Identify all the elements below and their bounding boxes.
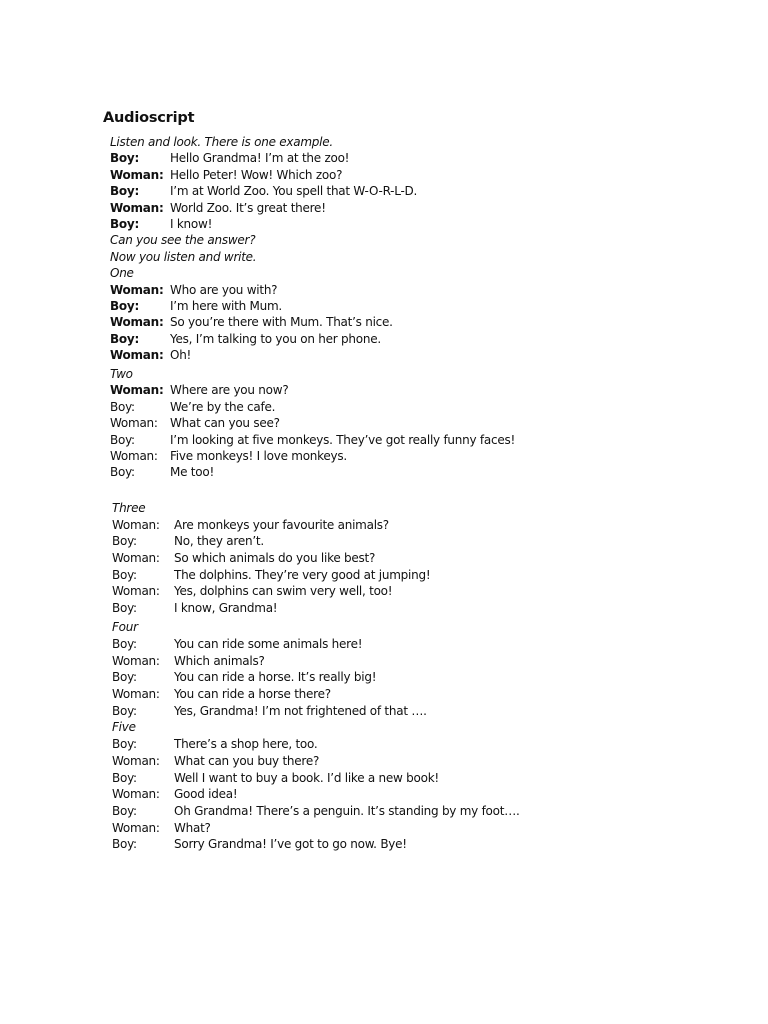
speaker-label: Woman:: [112, 517, 160, 532]
dialogue-line: [110, 464, 515, 480]
speaker-label: Boy:: [112, 670, 137, 685]
dialogue-line: [110, 282, 515, 298]
dialogue-text: I’m looking at five monkeys. They’ve got really funny faces!: [170, 432, 516, 447]
speaker-label: Woman:: [112, 753, 160, 768]
speaker-label: Boy:: [110, 432, 135, 447]
dialogue-line: [110, 331, 515, 347]
dialogue-text: Hello Peter! Wow! Which zoo?: [170, 167, 343, 182]
dialogue-text: What?: [174, 820, 211, 835]
dialogue-text: Five monkeys! I love monkeys.: [170, 448, 347, 463]
audioscript-part-one: [110, 134, 515, 481]
speaker-label: Woman:: [110, 416, 158, 431]
speaker-label: Boy:: [110, 216, 140, 231]
speaker-label: Boy:: [112, 601, 137, 616]
dialogue-line: [112, 836, 520, 853]
instruction-see-answer: Can you see the answer?: [110, 233, 256, 248]
dialogue-line: [110, 298, 515, 314]
speaker-label: Woman:: [110, 315, 164, 330]
dialogue-line: [112, 653, 520, 670]
dialogue-text: World Zoo. It’s great there!: [170, 200, 326, 215]
dialogue-line: [112, 786, 520, 803]
dialogue-line: [110, 216, 515, 232]
page-title: Audioscript: [103, 110, 195, 126]
dialogue-line: [110, 314, 515, 330]
audioscript-part-two: [112, 500, 520, 853]
dialogue-line: [110, 167, 515, 183]
speaker-label: Boy:: [110, 465, 135, 480]
section-heading-one: One: [110, 266, 134, 281]
speaker-label: Woman:: [112, 820, 160, 835]
speaker-label: Boy:: [112, 803, 137, 818]
dialogue-text: Me too!: [170, 465, 214, 480]
dialogue-text: What can you see?: [170, 416, 280, 431]
speaker-label: Woman:: [110, 282, 164, 297]
speaker-label: Boy:: [110, 184, 140, 199]
dialogue-text: Yes, dolphins can swim very well, too!: [174, 584, 393, 599]
dialogue-text: So which animals do you like best?: [174, 551, 376, 566]
section-heading-three: Three: [112, 501, 146, 515]
dialogue-line: [112, 669, 520, 686]
speaker-label: Woman:: [112, 787, 160, 802]
dialogue-line: [110, 448, 515, 464]
speaker-label: Boy:: [112, 703, 137, 718]
dialogue-text: I’m at World Zoo. You spell that W-O-R-L-D.: [170, 184, 418, 199]
dialogue-line: [110, 183, 515, 199]
dialogue-text: What can you buy there?: [174, 753, 320, 768]
speaker-label: Woman:: [110, 448, 158, 463]
dialogue-text: Which animals?: [174, 653, 265, 668]
dialogue-line: [110, 347, 515, 363]
dialogue-text: Are monkeys your favourite animals?: [174, 517, 389, 532]
instruction-now-write: Now you listen and write.: [110, 249, 257, 264]
dialogue-line: [110, 150, 515, 166]
dialogue-line: [112, 600, 520, 617]
dialogue-text: The dolphins. They’re very good at jumping!: [174, 567, 431, 582]
dialogue-text: Yes, Grandma! I’m not frightened of that ….: [174, 703, 427, 718]
speaker-label: Boy:: [112, 534, 137, 549]
dialogue-text: No, they aren’t.: [174, 534, 264, 549]
instruction-intro: Listen and look. There is one example.: [110, 135, 333, 149]
dialogue-text: You can ride some animals here!: [174, 637, 363, 651]
dialogue-line: [112, 736, 520, 753]
dialogue-line: [112, 636, 520, 653]
dialogue-text: There’s a shop here, too.: [174, 737, 318, 752]
dialogue-line: [112, 583, 520, 600]
dialogue-line: [110, 382, 515, 398]
dialogue-line: [112, 550, 520, 567]
dialogue-line: [112, 703, 520, 720]
speaker-label: Boy:: [112, 637, 137, 651]
dialogue-text: Sorry Grandma! I’ve got to go now. Bye!: [174, 837, 407, 852]
dialogue-text: You can ride a horse. It’s really big!: [174, 670, 377, 685]
dialogue-text: We’re by the cafe.: [170, 399, 276, 414]
speaker-label: Woman:: [110, 167, 164, 182]
dialogue-line: [112, 517, 520, 534]
dialogue-line: [110, 415, 515, 431]
speaker-label: Woman:: [112, 551, 160, 566]
speaker-label: Woman:: [110, 383, 164, 398]
speaker-label: Boy:: [110, 151, 140, 166]
speaker-label: Boy:: [110, 331, 140, 346]
speaker-label: Woman:: [110, 348, 164, 363]
dialogue-text: Well I want to buy a book. I’d like a new book!: [174, 770, 439, 785]
dialogue-text: I know, Grandma!: [174, 601, 278, 616]
dialogue-line: [112, 820, 520, 837]
dialogue-line: [112, 753, 520, 770]
dialogue-text: So you’re there with Mum. That’s nice.: [170, 315, 393, 330]
dialogue-text: I’m here with Mum.: [170, 298, 282, 313]
dialogue-line: [112, 686, 520, 703]
dialogue-line: [110, 432, 515, 448]
speaker-label: Woman:: [112, 584, 160, 599]
dialogue-text: Who are you with?: [170, 282, 278, 297]
dialogue-text: Where are you now?: [170, 383, 289, 398]
speaker-label: Woman:: [112, 653, 160, 668]
speaker-label: Boy:: [110, 298, 140, 313]
dialogue-text: Oh!: [170, 348, 192, 363]
speaker-label: Boy:: [112, 737, 137, 752]
dialogue-text: I know!: [170, 216, 213, 231]
dialogue-line: [112, 567, 520, 584]
speaker-label: Boy:: [112, 770, 137, 785]
dialogue-line: [112, 803, 520, 820]
section-heading-four: Four: [112, 620, 138, 635]
dialogue-line: [110, 399, 515, 415]
dialogue-text: Hello Grandma! I’m at the zoo!: [170, 151, 350, 166]
dialogue-text: You can ride a horse there?: [174, 687, 331, 702]
speaker-label: Woman:: [110, 200, 164, 215]
speaker-label: Boy:: [110, 399, 135, 414]
section-heading-two: Two: [110, 366, 133, 381]
speaker-label: Boy:: [112, 837, 137, 852]
dialogue-text: Good idea!: [174, 787, 238, 802]
dialogue-text: Yes, I’m talking to you on her phone.: [170, 331, 381, 346]
section-heading-five: Five: [112, 720, 136, 735]
speaker-label: Boy:: [112, 567, 137, 582]
dialogue-line: [112, 770, 520, 787]
speaker-label: Woman:: [112, 687, 160, 702]
dialogue-line: [110, 200, 515, 216]
dialogue-text: Oh Grandma! There’s a penguin. It’s standing by my foot….: [174, 803, 520, 818]
dialogue-line: [112, 533, 520, 550]
